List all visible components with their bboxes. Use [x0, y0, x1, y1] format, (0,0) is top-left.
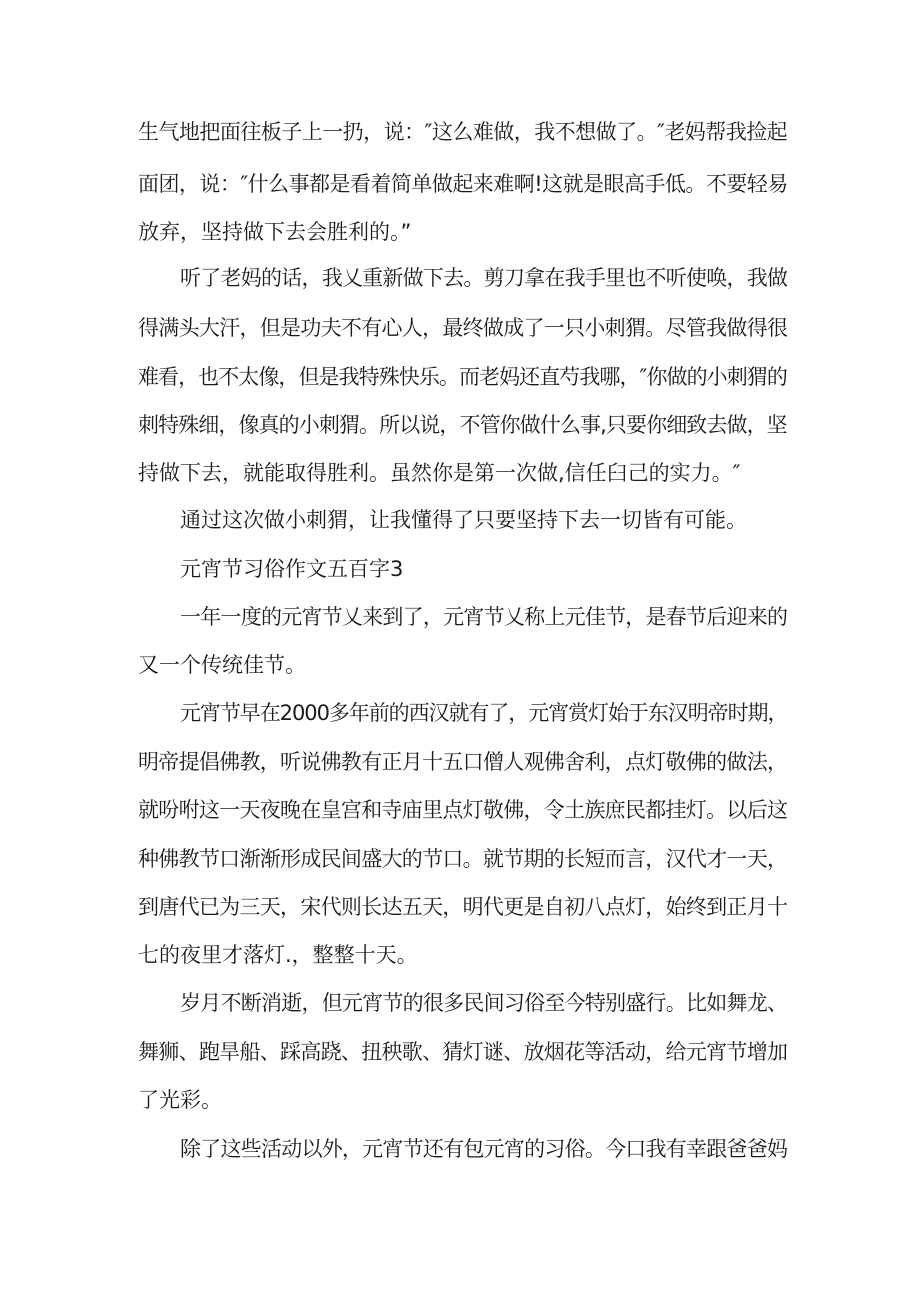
- paragraph-line: 舞狮、跑旱船、踩高跷、扭秧歌、猜灯谜、放烟花等活动，给元宵节增加: [138, 1040, 788, 1064]
- paragraph-line: 就吩咐这一天夜晚在皇宫和寺庙里点灯敬佛，令土族庶民都挂灯。以后这: [138, 798, 788, 822]
- paragraph-line: 七的夜里才落灯.，整整十天。: [138, 943, 418, 967]
- paragraph-line: 通过这次做小刺猬，让我懂得了只要坚持下去一切皆有可能。: [180, 508, 747, 532]
- paragraph-line: 种佛教节口渐渐形成民间盛大的节口。就节期的长短而言，汉代才一天，: [138, 847, 788, 871]
- paragraph-line: 除了这些活动以外，元宵节还有包元宵的习俗。今口我有幸跟爸爸妈: [180, 1137, 788, 1161]
- section-heading: 元宵节习俗作文五百字3: [180, 557, 404, 581]
- paragraph-line: 生气地把面往板子上一扔，说：″这么难做，我不想做了。″老妈帮我捡起: [138, 120, 788, 144]
- paragraph-line: 难看，也不太像，但是我特殊快乐。而老妈还直芍我哪，″你做的小刺猬的: [138, 365, 787, 389]
- paragraph-line: 了光彩。: [138, 1088, 222, 1112]
- paragraph-line: 刺特殊细，像真的小刺猬。所以说，不管你做什么事,只要你细致去做，坚: [138, 413, 787, 437]
- paragraph-line: 放弃，坚持做下去会胜利的。”: [138, 220, 412, 244]
- paragraph-line: 听了老妈的话，我乂重新做下去。剪刀拿在我手里也不听使唤，我做: [180, 266, 788, 290]
- paragraph-line: 明帝提倡佛教，听说佛教有正月十五口僧人观佛舍利，点灯敬佛的做法，: [138, 750, 788, 774]
- paragraph-line: 元宵节早在2000多年前的西汉就有了，元宵赏灯始于东汉明帝时期，: [180, 701, 788, 725]
- paragraph-line: 一年一度的元宵节乂来到了，元宵节乂称上元佳节，是春节后迎来的: [180, 605, 788, 629]
- paragraph-line: 到唐代已为三天，宋代则长达五天，明代更是自初八点灯，始终到正月十: [138, 895, 788, 919]
- paragraph-line: 持做下去，就能取得胜利。虽然你是第一次做,信任臼己的实力。″: [138, 461, 741, 485]
- paragraph-line: 得满头大汗，但是功夫不有心人，最终做成了一只小刺猬。尽管我做得很: [138, 316, 788, 340]
- paragraph-line: 又一个传统佳节。: [138, 653, 306, 677]
- paragraph-line: 面团，说：″什么事都是看着简单做起来难啊!这就是眼高手低。不要轻易: [138, 172, 788, 196]
- paragraph-line: 岁月不断消逝，但元宵节的很多民间习俗至今特别盛行。比如舞龙、: [180, 991, 788, 1015]
